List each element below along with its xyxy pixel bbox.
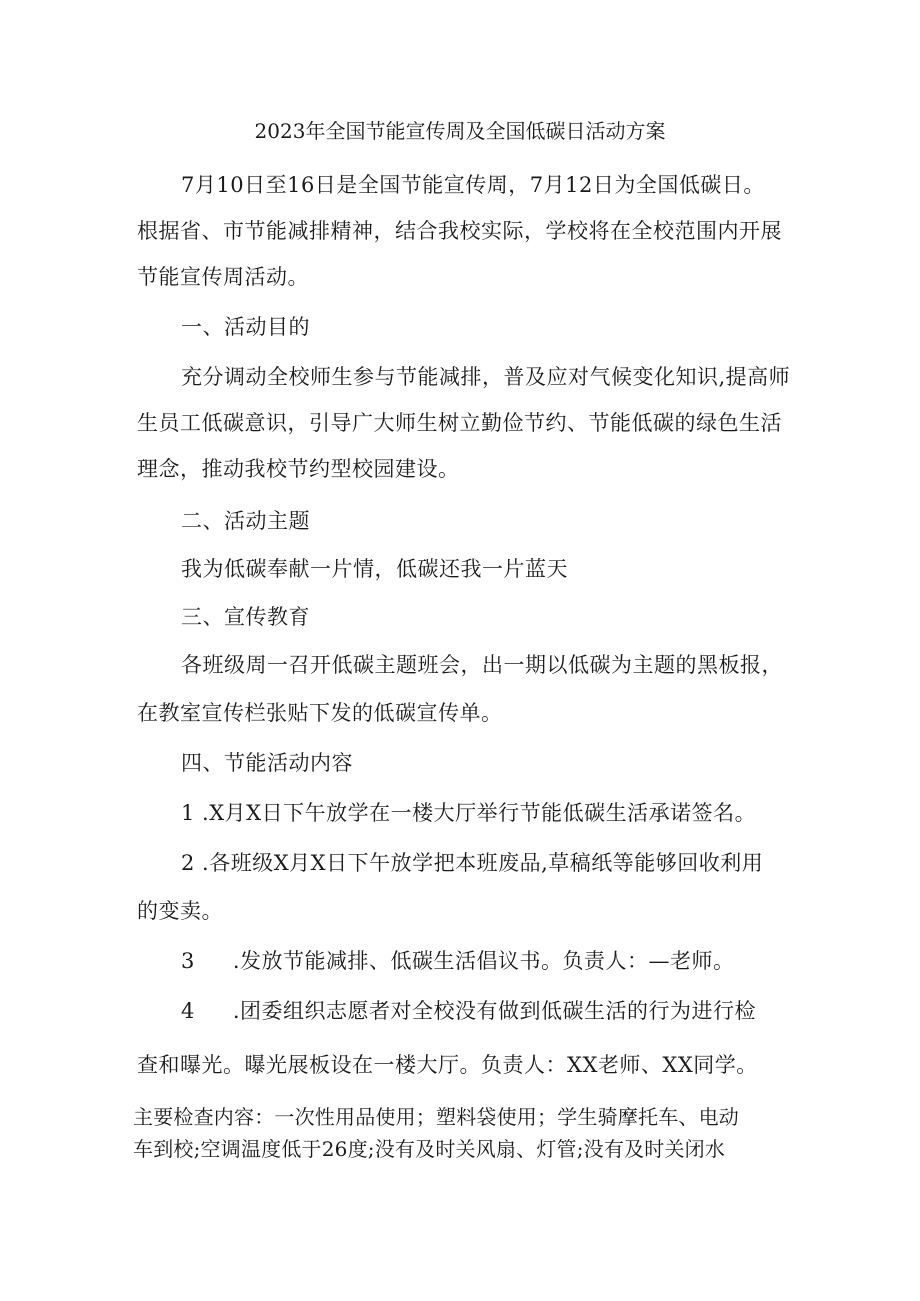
document-title: 2023年全国节能宣传周及全国低碳日活动方案 — [254, 119, 666, 143]
activity-item-3 — [181, 948, 735, 974]
activity-item-4-line-2: 查和曝光。曝光展板设在一楼大厅。负责人：XX老师、XX同学。 — [137, 1053, 758, 1077]
purpose-line-2: 生员工低碳意识，引导广大师生树立勤俭节约、节能低碳的绿色生活 — [137, 411, 782, 435]
theme-line-1: 我为低碳奉献一片情，低碳还我一片蓝天 — [181, 557, 568, 581]
check-content-line-1: 主要检查内容：一次性用品使用；塑料袋使用；学生骑摩托车、电动 — [133, 1105, 739, 1129]
activity-item-1: 1 .X月X日下午放学在一楼大厅举行节能低碳生活承诺签名。 — [181, 801, 757, 825]
intro-line-3: 节能宣传周活动。 — [137, 265, 309, 289]
activity-item-2-line-2: 的变卖。 — [137, 899, 223, 923]
activity-item-4 — [181, 998, 756, 1024]
activity-item-4-text: .团委组织志愿者对全校没有做到低碳生活的行为进行检 — [232, 999, 757, 1023]
intro-line-1: 7月10日至16日是全国节能宣传周，7月12日为全国低碳日。 — [181, 173, 765, 197]
activity-item-3-number: 3 — [181, 949, 195, 973]
section-heading-activities: 四、节能活动内容 — [181, 751, 353, 775]
section-heading-theme: 二、活动主题 — [181, 509, 310, 533]
check-content-line-2: 车到校;空调温度低于26度;没有及时关风扇、灯管;没有及时关闭水 — [133, 1137, 726, 1161]
purpose-line-1: 充分调动全校师生参与节能减排，普及应对气候变化知识,提高师 — [181, 365, 791, 389]
activity-item-3-text: .发放节能减排、低碳生活倡议书。负责人：—老师。 — [232, 949, 735, 973]
education-line-1: 各班级周一召开低碳主题班会，出一期以低碳为主题的黑板报， — [181, 653, 783, 677]
section-heading-purpose: 一、活动目的 — [181, 315, 310, 339]
activity-item-2-line-1: 2 .各班级X月X日下午放学把本班废品,草稿纸等能够回收利用 — [181, 851, 764, 875]
section-heading-education: 三、宣传教育 — [181, 605, 310, 629]
education-line-2: 在教室宣传栏张贴下发的低碳宣传单。 — [137, 701, 503, 725]
purpose-line-3: 理念，推动我校节约型校园建设。 — [137, 457, 460, 481]
intro-line-2: 根据省、市节能减排精神，结合我校实际，学校将在全校范围内开展 — [137, 219, 782, 243]
activity-item-4-number: 4 — [181, 999, 195, 1023]
